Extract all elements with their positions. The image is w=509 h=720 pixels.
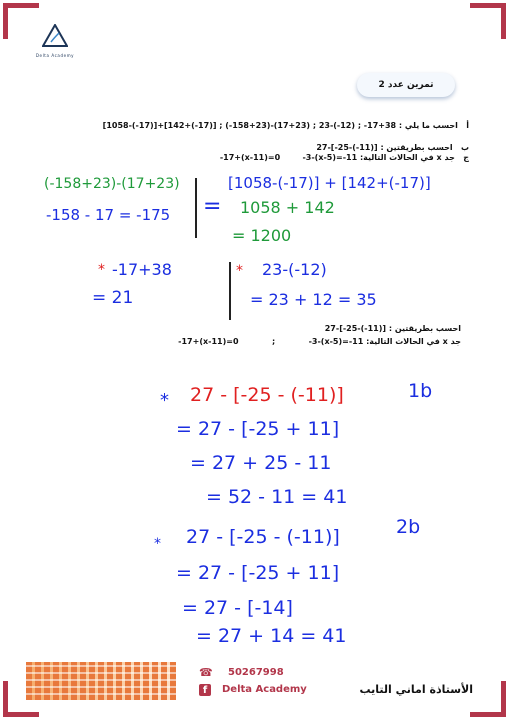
work3-line-6: = 27 - [-25 + 11] xyxy=(176,562,340,584)
q3-bullet: ج xyxy=(463,153,469,162)
work1-divider xyxy=(195,178,197,238)
work3-star-2: * xyxy=(154,536,161,552)
frame-corner-top-right xyxy=(470,3,506,39)
work1-green-line: (-158+23)-(17+23) xyxy=(44,176,180,192)
work3-line-3: = 27 + 25 - 11 xyxy=(190,452,332,474)
q2-expression: 27-[-25-(-11)] xyxy=(316,143,378,152)
work3-tag-1: 1b xyxy=(408,380,433,402)
q3-label: جد x في الحالات التالية: xyxy=(359,153,455,162)
q2r-expression: 27-[-25-(-11)] xyxy=(324,324,387,333)
footer-decoration-overlay xyxy=(26,662,176,700)
work1-blue-line: -158 - 17 = -175 xyxy=(46,206,171,224)
q3-expression-b: -3-(x-5)=-11 xyxy=(302,153,358,162)
q3-expression-a: -17+(x-11)=0 xyxy=(219,153,281,162)
q2r-label: احسب بطريقتين : xyxy=(388,324,461,333)
work2-divider xyxy=(229,262,231,320)
phone-icon: ☎ xyxy=(199,666,213,679)
delta-logo-icon xyxy=(42,24,68,48)
q3r-separator: ; xyxy=(271,337,276,346)
frame-corner-bottom-right xyxy=(470,681,506,717)
q2-label: احسب بطريقتين : xyxy=(380,143,453,152)
q3r-expression-b: -3-(x-5)=-11 xyxy=(308,337,364,346)
q3r-label: جد x في الحالات التالية: xyxy=(366,337,461,346)
work3-line-1: 27 - [-25 - (-11)] xyxy=(190,384,344,406)
q2-bullet: ب xyxy=(460,143,469,152)
work2-left-result: = 21 xyxy=(92,288,134,308)
work2-left-expr: -17+38 xyxy=(112,260,172,279)
exercise-title: تمرين عدد 2 xyxy=(357,73,455,97)
work3-tag-2: 2b xyxy=(396,516,421,538)
question-2-repeat xyxy=(325,324,461,333)
q3r-expression-a: -17+(x-11)=0 xyxy=(178,337,239,346)
teacher-name: الأستاذة اماني التايب xyxy=(359,683,473,696)
work1-bracket-expr: [1058-(-17)] + [142+(-17)] xyxy=(228,174,431,192)
work1-equals: = xyxy=(203,194,222,219)
work1-step1: 1058 + 142 xyxy=(240,198,335,217)
q1-label: احسب ما يلي : xyxy=(398,121,458,130)
facebook-icon: f xyxy=(199,684,211,696)
work2-left-star: * xyxy=(98,262,105,278)
work3-line-7: = 27 - [-14] xyxy=(182,597,293,619)
question-3-repeat xyxy=(178,337,461,346)
question-3 xyxy=(220,153,469,162)
q1-expression: [1058-(-17)]+[142+(-17)] ; (-158+23)-(17+23) ; 23-(-12) ; -17+38 xyxy=(102,121,397,130)
work2-right-result: = 23 + 12 = 35 xyxy=(250,290,377,309)
footer-phone: 50267998 xyxy=(228,667,284,678)
question-2 xyxy=(316,143,469,152)
work3-line-4: = 52 - 11 = 41 xyxy=(206,486,348,508)
work3-line-8: = 27 + 14 = 41 xyxy=(196,625,347,647)
work2-right-star: * xyxy=(236,263,243,279)
question-1 xyxy=(103,121,469,130)
logo-text: Delta Academy xyxy=(35,53,75,58)
work2-right-expr: 23-(-12) xyxy=(262,260,327,279)
q1-bullet: أ xyxy=(466,121,469,130)
delta-academy-logo xyxy=(34,24,76,58)
footer-facebook: Delta Academy xyxy=(222,684,307,695)
work3-line-5: 27 - [-25 - (-11)] xyxy=(186,526,340,548)
work3-star-1: * xyxy=(160,390,169,411)
work1-step2: = 1200 xyxy=(232,226,292,245)
work3-line-2: = 27 - [-25 + 11] xyxy=(176,418,340,440)
